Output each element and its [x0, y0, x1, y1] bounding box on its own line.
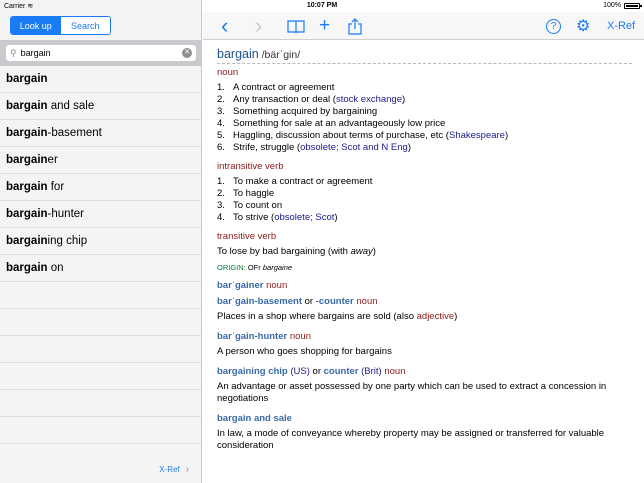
empty-row [0, 363, 202, 390]
xref-footer-button[interactable] [159, 464, 189, 475]
status-time: 10:07 PM [306, 2, 338, 9]
battery-percent: 100% [603, 2, 621, 9]
definition-item: 5. Haggling, discussion about terms of purchase, etc (Shakespeare) [217, 130, 509, 141]
empty-row [0, 390, 202, 417]
definition-item: 2. Any transaction or deal (stock exchange) [217, 94, 406, 105]
chevron-left-icon: ‹ [221, 13, 229, 38]
back-button[interactable] [221, 15, 228, 37]
usage-link[interactable]: stock exchange [335, 94, 402, 105]
plus-icon: + [319, 15, 331, 36]
gear-icon: ⚙ [576, 18, 591, 35]
pos-label: intransitive verb [217, 161, 284, 172]
definition-item: 3. To count on [217, 200, 283, 211]
noun-definitions [217, 82, 632, 154]
definition-item: 4. To strive (obsolete; Scot) [217, 212, 338, 223]
subentry-definition: A person who goes shopping for bargains [217, 346, 392, 357]
subentry-bargain-basement: barˈgain-basement or -counter noun [217, 296, 378, 307]
left-pane [0, 0, 202, 483]
bookmarks-button[interactable] [287, 15, 305, 37]
list-item[interactable]: bargain -basement [0, 120, 202, 147]
entry-content [217, 48, 632, 460]
empty-row [0, 417, 202, 444]
transitive-definition: To lose by bad bargaining (with away) [217, 246, 376, 257]
subentry-bargain-and-sale: bargain and sale [217, 413, 292, 424]
list-item[interactable]: bargain on [0, 255, 202, 282]
usage-link[interactable]: obsolete; Scot [274, 212, 335, 223]
search-icon: ⚲ [10, 47, 17, 58]
settings-button[interactable] [576, 15, 590, 37]
book-icon [287, 19, 305, 34]
search-input[interactable] [6, 45, 196, 61]
definition-item: 6. Strife, struggle (obsolete; Scot and N Eng) [217, 142, 411, 153]
forward-button[interactable] [255, 15, 262, 37]
wifi-icon: ≋ [27, 3, 34, 10]
usage-link[interactable]: Shakespeare [448, 130, 505, 141]
search-segment[interactable]: Search [61, 17, 111, 34]
help-icon: ? [546, 19, 561, 34]
empty-row [0, 309, 202, 336]
mode-segmented-control[interactable] [10, 16, 111, 35]
xref-button[interactable] [607, 15, 635, 37]
lookup-segment[interactable]: Look up [11, 17, 61, 34]
chevron-right-icon: › [255, 13, 263, 38]
share-icon [348, 18, 362, 35]
subentry-definition: In law, a mode of conveyance whereby property may be assigned or transferred for valuable consideration [217, 428, 605, 451]
list-item[interactable]: bargain er [0, 147, 202, 174]
definition-item: 3. Something acquired by bargaining [217, 106, 378, 117]
chevron-right-icon: › [185, 464, 189, 475]
usage-link[interactable]: obsolete; Scot and N Eng [300, 142, 408, 153]
xref-footer-label: X-Ref [159, 465, 180, 474]
list-item[interactable]: bargain [0, 66, 202, 93]
list-item[interactable]: bargain for [0, 174, 202, 201]
add-button[interactable] [319, 15, 330, 37]
search-input-value[interactable]: bargain [20, 48, 51, 58]
definition-item: 1. A contract or agreement [217, 82, 335, 93]
clear-icon[interactable]: ✕ [182, 48, 192, 58]
status-bar [0, 0, 644, 12]
toolbar [203, 12, 644, 40]
origin-note: ORIGIN: OFr bargaine [217, 263, 293, 272]
pos-label: transitive verb [217, 231, 277, 242]
xref-label: X-Ref [607, 20, 636, 32]
intransitive-definitions [217, 176, 632, 224]
list-item[interactable]: bargain -hunter [0, 201, 202, 228]
carrier-label: Carrier [4, 2, 26, 10]
entry-headword: bargain /bärˈgin/ [217, 48, 632, 64]
definition-item: 2. To haggle [217, 188, 275, 199]
list-item[interactable]: bargain and sale [0, 93, 202, 120]
help-button[interactable] [546, 15, 561, 37]
battery-icon [624, 3, 640, 9]
result-list [0, 66, 202, 444]
subentry-definition: An advantage or asset possessed by one party which can be used to extract a concession in negotiations [217, 381, 607, 404]
pronunciation: /bärˈgin/ [258, 49, 301, 61]
empty-row [0, 282, 202, 309]
subentry-bargain-hunter: barˈgain-hunter noun [217, 331, 311, 342]
subentry-bargaining-chip: bargaining chip (US) or counter (Brit) noun [217, 366, 406, 377]
subentry-bargainer: barˈgainer noun [217, 280, 288, 291]
pos-label: noun [217, 67, 239, 78]
search-bar [0, 40, 202, 66]
definition-item: 1. To make a contract or agreement [217, 176, 373, 187]
list-item[interactable]: bargain ing chip [0, 228, 202, 255]
empty-row [0, 336, 202, 363]
share-button[interactable] [348, 15, 362, 37]
definition-item: 4. Something for sale at an advantageously low price [217, 118, 446, 129]
subentry-definition: Places in a shop where bargains are sold (also adjective) [217, 311, 458, 322]
